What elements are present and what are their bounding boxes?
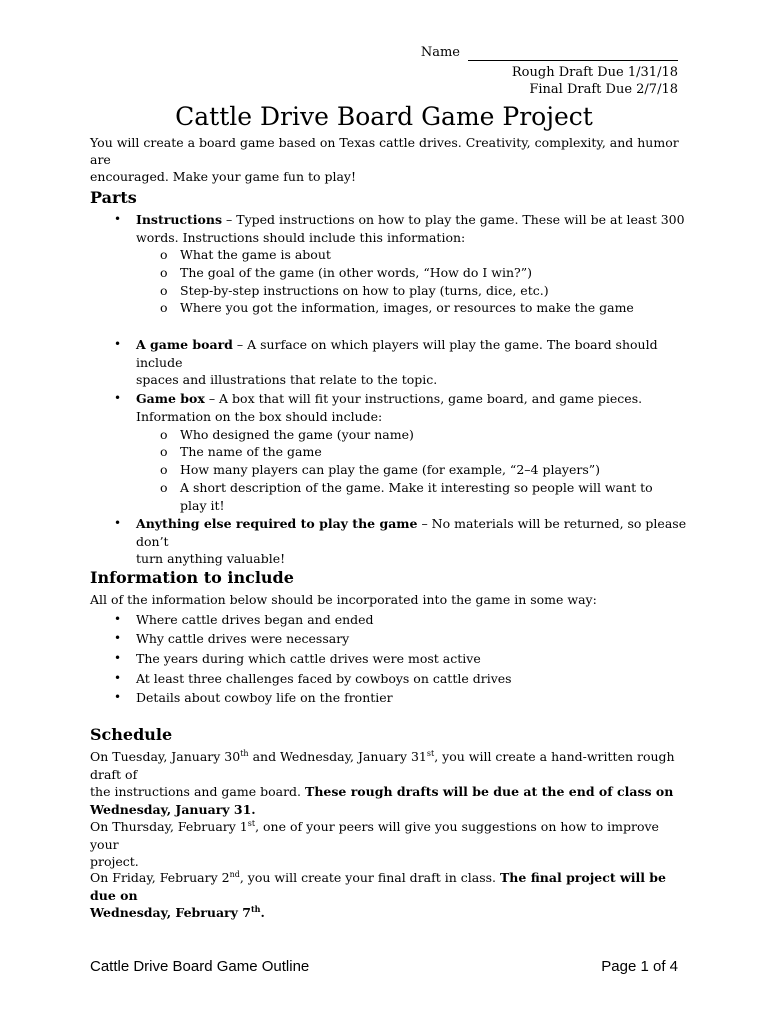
name-label: Name bbox=[420, 45, 460, 60]
bullet-icon: • bbox=[114, 631, 122, 645]
intro-paragraph bbox=[90, 134, 690, 185]
item-text: – A surface on which players will play the game. The board should include bbox=[136, 337, 658, 370]
sub-item: o Where you got the information, images, or resources to make the game bbox=[160, 300, 634, 315]
information-heading: Information to include bbox=[90, 568, 294, 587]
sub-item: o What the game is about bbox=[160, 247, 331, 262]
bullet-icon: • bbox=[114, 690, 122, 704]
bullet-icon: • bbox=[114, 671, 122, 685]
sub-item: o Who designed the game (your name) bbox=[160, 427, 414, 442]
circle-bullet-icon: o bbox=[160, 480, 168, 495]
item-bold-label: Instructions bbox=[136, 212, 223, 227]
circle-bullet-icon: o bbox=[160, 462, 168, 477]
parts-heading: Parts bbox=[90, 188, 137, 207]
item-text-cont: Information on the box should include: bbox=[136, 408, 383, 424]
sub-item: o Step-by-step instructions on how to play (turns, dice, etc.) bbox=[160, 283, 549, 298]
info-list-item: • Why cattle drives were necessary bbox=[114, 631, 350, 646]
information-intro: All of the information below should be incorporated into the game in some way: bbox=[90, 592, 597, 607]
sub-item: o How many players can play the game (for example, “2–4 players”) bbox=[160, 462, 601, 477]
sub-item: o The goal of the game (in other words, “How do I win?”) bbox=[160, 265, 532, 280]
circle-bullet-icon: o bbox=[160, 265, 168, 280]
info-list-item: • Where cattle drives began and ended bbox=[114, 612, 374, 627]
schedule-paragraph-1: On Tuesday, January 30th and Wednesday, January 31st, you will create a hand-written rough draft of the instructions and game board. These rough drafts will be due at the end of class on Wednesday, January 31. bbox=[90, 748, 675, 817]
parts-item-game-box bbox=[90, 390, 690, 425]
info-list-item: • Details about cowboy life on the frontier bbox=[114, 690, 393, 705]
item-text: – No materials will be returned, so please don’t bbox=[136, 516, 687, 549]
parts-item-instructions bbox=[90, 211, 690, 246]
footer-page-number: Page 1 of 4 bbox=[601, 958, 678, 975]
item-bold-label: A game board bbox=[136, 337, 233, 352]
bullet-icon: • bbox=[114, 212, 122, 226]
rough-draft-due: Rough Draft Due 1/31/18 bbox=[511, 65, 678, 80]
circle-bullet-icon: o bbox=[160, 444, 168, 459]
circle-bullet-icon: o bbox=[160, 283, 168, 298]
page-title: Cattle Drive Board Game Project bbox=[175, 102, 593, 131]
item-bold-label: Game box bbox=[136, 391, 205, 406]
item-text: – A box that will fit your instructions, game board, and game pieces. bbox=[204, 391, 643, 406]
footer-title: Cattle Drive Board Game Outline bbox=[90, 958, 310, 975]
schedule-paragraph-2: On Thursday, February 1st, one of your peers will give you suggestions on how to improve your project. bbox=[90, 818, 659, 869]
item-text-cont: turn anything valuable! bbox=[136, 551, 286, 566]
sub-item: o The name of the game bbox=[160, 444, 322, 459]
parts-item-game-board bbox=[90, 336, 690, 389]
bullet-icon: • bbox=[114, 651, 122, 665]
item-text-cont: words. Instructions should include this information: bbox=[136, 229, 466, 245]
intro-line-2: encouraged. Make your game fun to play! bbox=[90, 169, 357, 184]
sub-item: o A short description of the game. Make it interesting so people will want to play it! bbox=[160, 480, 653, 513]
schedule-paragraph-3: On Friday, February 2nd, you will create your final draft in class. The final project will be due on Wednesday, February 7th. bbox=[90, 869, 666, 920]
circle-bullet-icon: o bbox=[160, 300, 168, 315]
parts-item-anything-else bbox=[90, 515, 690, 568]
bullet-icon: • bbox=[114, 612, 122, 626]
schedule-heading: Schedule bbox=[90, 725, 173, 744]
final-draft-due: Final Draft Due 2/7/18 bbox=[529, 82, 678, 97]
circle-bullet-icon: o bbox=[160, 427, 168, 442]
item-text-cont: spaces and illustrations that relate to the topic. bbox=[136, 372, 438, 387]
name-field bbox=[421, 44, 678, 61]
name-blank-line bbox=[468, 47, 678, 61]
item-text: – Typed instructions on how to play the game. These will be at least 300 bbox=[222, 212, 685, 227]
bullet-icon: • bbox=[114, 391, 122, 405]
circle-bullet-icon: o bbox=[160, 247, 168, 262]
info-list-item: • At least three challenges faced by cowboys on cattle drives bbox=[114, 671, 512, 686]
item-bold-label: Anything else required to play the game bbox=[136, 516, 418, 531]
info-list-item: • The years during which cattle drives were most active bbox=[114, 651, 481, 666]
bullet-icon: • bbox=[114, 516, 122, 530]
intro-line-1: You will create a board game based on Texas cattle drives. Creativity, complexity, and humor are bbox=[90, 135, 679, 167]
bullet-icon: • bbox=[114, 337, 122, 351]
